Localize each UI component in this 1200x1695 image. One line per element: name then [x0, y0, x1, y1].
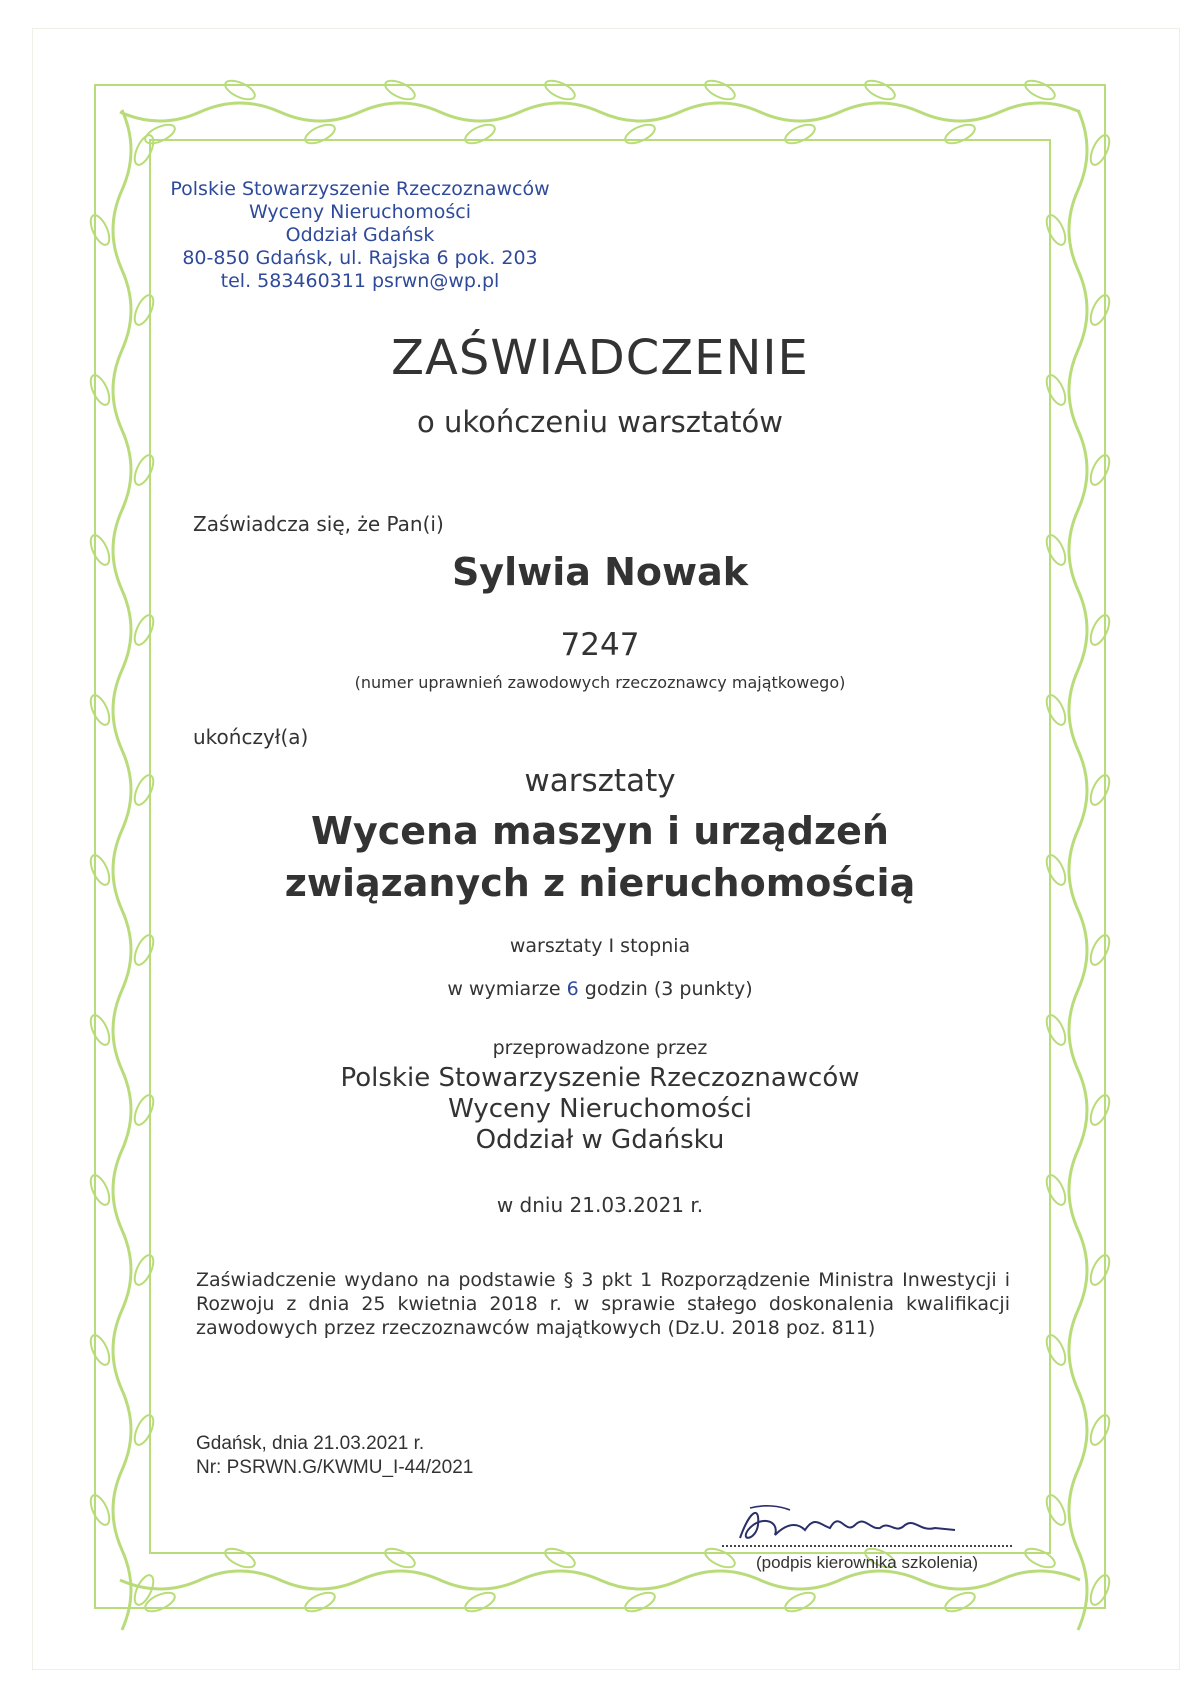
signature-caption: (podpis kierownika szkolenia) — [755, 1553, 979, 1572]
course-title-line: Wycena maszyn i urządzeń — [311, 809, 889, 853]
org-line: Wyceny Nieruchomości — [448, 1094, 752, 1124]
certificate-subtitle: o ukończeniu warsztatów — [417, 405, 783, 439]
header-line: 80-850 Gdańsk, ul. Rajska 6 pok. 203 — [182, 247, 538, 269]
org-line: Polskie Stowarzyszenie Rzeczoznawców — [340, 1063, 860, 1093]
organization-header — [150, 178, 570, 293]
org-line: Oddział w Gdańsku — [475, 1125, 725, 1155]
header-line: tel. 583460311 psrwn@wp.pl — [220, 270, 500, 292]
header-line: Polskie Stowarzyszenie Rzeczoznawców — [170, 178, 550, 200]
reference-number: Nr: PSRWN.G/KWMU_I-44/2021 — [196, 1457, 474, 1478]
course-title — [0, 805, 1200, 909]
course-title-line: związanych z nieruchomością — [284, 861, 916, 905]
legal-basis: Zaświadczenie wydano na podstawie § 3 pkt 1 Rozporządzenie Ministra Inwestycji i Rozwoju z dnia 25 kwietnia 2018 r. w sprawie stałego doskonalenia kwalifikacji zawodowych przez rzeczoznawców majątkowych (Dz.U. 2018 poz. 811) — [196, 1269, 1010, 1339]
header-line: Oddział Gdańsk — [285, 224, 435, 246]
signature-line — [722, 1545, 1012, 1547]
place-date: Gdańsk, dnia 21.03.2021 r. — [196, 1433, 425, 1454]
handwritten-signature — [720, 1500, 1020, 1550]
hours-prefix: w wymiarze — [447, 978, 561, 1000]
course-kind: warsztaty — [524, 763, 676, 799]
course-hours — [0, 978, 1200, 1000]
license-caption: (numer uprawnień zawodowych rzeczoznawcy majątkowego) — [354, 673, 846, 692]
participant-name: Sylwia Nowak — [451, 550, 749, 594]
completed-label: ukończył(a) — [193, 725, 309, 749]
conducting-organization — [0, 1063, 1200, 1156]
certificate-title: ZAŚWIADCZENIE — [391, 330, 809, 386]
license-number: 7247 — [560, 627, 640, 663]
hours-suffix: godzin (3 punkty) — [584, 978, 753, 1000]
attests-label: Zaświadcza się, że Pan(i) — [193, 512, 444, 536]
course-degree: warsztaty I stopnia — [509, 935, 691, 957]
header-line: Wyceny Nieruchomości — [248, 201, 472, 223]
hours-value: 6 — [566, 978, 579, 1000]
conducted-by-label: przeprowadzone przez — [492, 1037, 708, 1059]
place-and-reference — [196, 1432, 473, 1480]
workshop-date: w dniu 21.03.2021 r. — [496, 1193, 704, 1217]
